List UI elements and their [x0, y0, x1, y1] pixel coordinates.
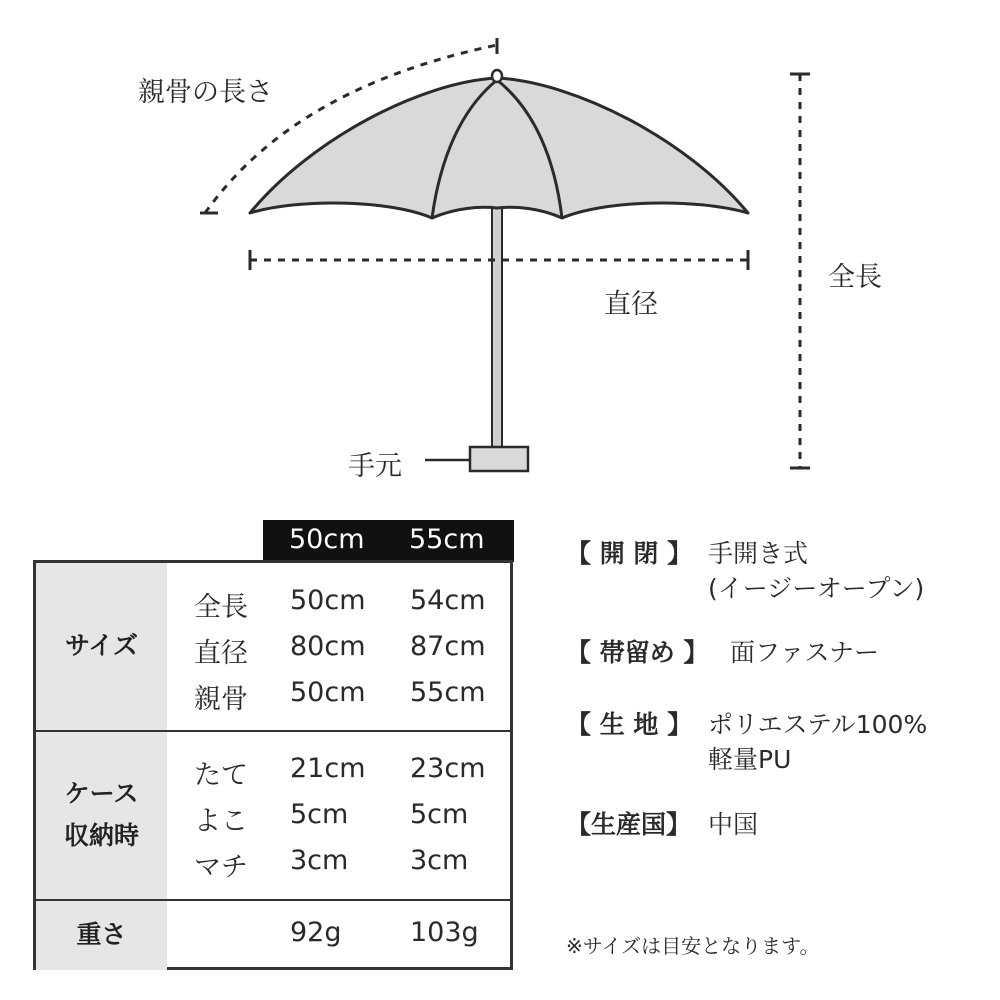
category-size [36, 563, 167, 730]
spec-table [33, 560, 513, 970]
umbrella-shaft [492, 208, 502, 448]
info-value-fabric-coating: 軽量PU [708, 745, 792, 774]
rib-length-label: 親骨の長さ [138, 77, 273, 108]
info-key-strap: 【 帯留め 】 [566, 638, 709, 667]
header-size-55: 55cm [409, 524, 485, 555]
category-label: サイズ [64, 631, 138, 660]
row-name: たて [194, 760, 248, 791]
row-value-50: 92g [290, 917, 342, 948]
info-value-opening-detail: (イージーオープン) [708, 574, 925, 603]
category-label: 収納時 [63, 821, 139, 850]
info-value-fabric: ポリエステル100% [708, 710, 928, 739]
info-key-fabric: 【 生 地 】 [566, 710, 693, 739]
row-value-55: 55cm [410, 677, 486, 708]
row-name: マチ [194, 852, 248, 883]
row-name: 親骨 [194, 684, 248, 715]
row-name: よこ [194, 806, 248, 837]
row-value-55: 3cm [410, 845, 469, 876]
handle-label: 手元 [348, 451, 402, 482]
table-divider [36, 730, 510, 732]
diameter-label: 直径 [604, 289, 658, 320]
row-value-55: 5cm [410, 799, 469, 830]
row-value-50: 80cm [290, 631, 366, 662]
row-value-50: 50cm [290, 585, 366, 616]
row-value-55: 54cm [410, 585, 486, 616]
category-label: 重さ [76, 920, 127, 949]
row-value-50: 50cm [290, 677, 366, 708]
header-size-50: 50cm [289, 524, 365, 555]
row-value-50: 5cm [290, 799, 349, 830]
category-label: ケース [64, 779, 139, 808]
umbrella-handle [470, 447, 528, 471]
size-note: ※サイズは目安となります。 [566, 934, 820, 958]
row-name: 直径 [194, 638, 248, 669]
table-divider [36, 899, 510, 901]
spec-table-header [263, 520, 514, 562]
length-label: 全長 [828, 262, 882, 293]
row-value-50: 3cm [290, 845, 349, 876]
row-value-50: 21cm [290, 753, 366, 784]
info-value-opening: 手開き式 [708, 539, 809, 568]
info-value-origin: 中国 [708, 810, 759, 839]
row-name: 全長 [194, 592, 248, 623]
info-value-strap: 面ファスナー [730, 638, 880, 667]
row-value-55: 103g [410, 917, 479, 948]
umbrella-tip [492, 70, 502, 82]
category-weight [36, 901, 167, 970]
info-key-origin: 【生産国】 [566, 810, 692, 839]
umbrella-canopy [250, 78, 748, 218]
row-value-55: 87cm [410, 631, 486, 662]
row-value-55: 23cm [410, 753, 486, 784]
category-case [36, 732, 167, 899]
info-key-opening: 【 開 閉 】 [566, 539, 693, 568]
